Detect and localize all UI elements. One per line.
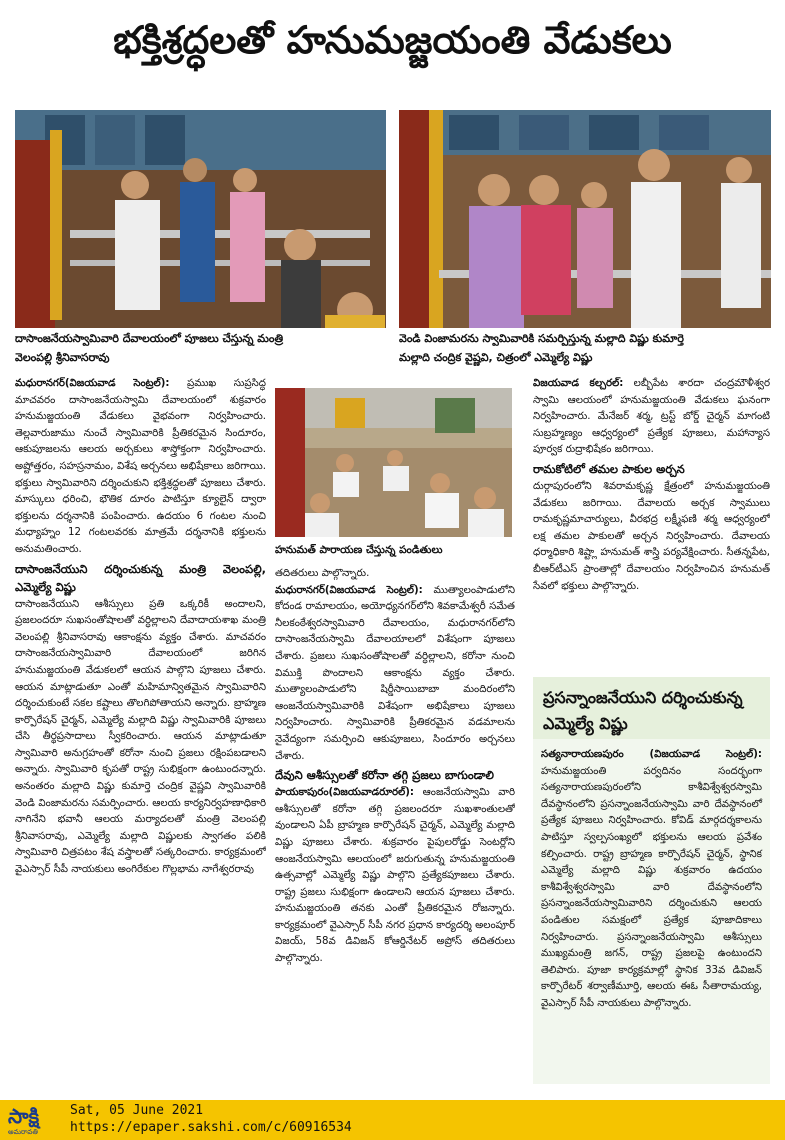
article-column-3 <box>533 376 770 671</box>
photo-1-caption-line: దాసాంజనేయస్వామివారి దేవాలయంలో పూజలు చేస్తున్న మంత్రి <box>15 332 284 345</box>
subheading: దేవుని ఆశీస్సులతో కరోనా తగ్గి ప్రజలు బాగుండాలి <box>275 768 494 783</box>
headline: భక్తిశ్రద్ధలతో హనుమజ్జయంతి వేడుకలు <box>113 18 672 62</box>
logo-subtext: అమరావతి <box>8 1128 38 1136</box>
paragraph-text: హనుమజ్జయంతి పర్వదినం సందర్భంగా సత్యనారాయణపురంలోని కాశీవిశ్వేశ్వరస్వామి దేవస్థానంలోని ప్రసన్నాంజనేయస్వామి వారి దేవస్థానంలో ప్రత్యేక పూజలు నిర్వహించారు. కోవిడ్‌ మార్గదర్శకాలను పాటిస్తూ స్వల్పసంఖ్యలో భక్తులను ఆలయ ప్రవేశం కల్పించారు. రాష్ట్ర బ్రాహ్మణ కార్పొరేషన్‌ చైర్మన్‌, స్థానిక ఎమ్మెల్యే మల్లాది విష్ణు శుక్రవారం ఉదయం కాశీవిశ్వేశ్వరస్వామి వారి దేవస్థానంలోని ప్రసన్నాంజనేయస్వామివారిని దర్శించుకుని ఆలయ పండితుల సమక్షంలో ప్రత్యేక పూజాదికాలు నిర్వహించారు. ప్రసన్నాంజనేయస్వామి ఆశీస్సులు ముఖ్యమంత్రి జగన్‌, రాష్ట్ర ప్రజలపై ఉంటుందని తెలిపారు. పూజా కార్యక్రమాల్లో స్థానిక 33వ డివిజన్‌ కార్పొరేటర్‌ శర్వాణీమూర్తి, ఆలయ ఈఓ సీతారామయ్య, వైఎస్సార్‌ సీపీ నాయకులు పాల్గొన్నారు. <box>541 765 762 1009</box>
logo-text: సాక్షి <box>8 1104 40 1128</box>
article-column-2 <box>275 566 515 1091</box>
paragraph-text: ప్రముఖ సుప్రసిద్ధ మాచవరం దాసాంజనేయస్వామి దేవాలయంలో శుక్రవారం హనుమజ్జయంతి వేడుకలు వైభవంగా నిర్వహించారు. తెల్లవారుజాము నుంచే స్వామివారికి ప్రీతికరమైన సిందూరం, ఆకుపూజలను ఆలయ అర్చకులు శాస్త్రోక్తంగా నిర్వహించారు. అష్టోత్తరం, సహస్రనామం, విశేష అర్చనలు అభిషేకాలు జరిగాయి. భక్తులు స్వామివారిని దర్శించుకుని భక్తిశ్రద్ధలతో పూజలు చేశారు. మాస్కులు ధరించి, భౌతిక దూరం పాటిస్తూ క్యూలైన్‌ ద్వారా భక్తులను దర్శనానికి పంపించారు. ఉదయం 6 గంటల నుంచి మధ్యాహ్నం 12 గంటలవరకు మాత్రమే దర్శనానికి భక్తులను అనుమతించారు. <box>15 378 266 555</box>
article-paragraph <box>533 376 770 459</box>
paragraph-text: ఆంజనేయస్వామి వారి ఆశీస్సులతో కరోనా తగ్గి ప్రజలందరూ సుఖశాంతులతో వుండాలని ఏపీ బ్రాహ్మణ కార్పొరేషన్‌ చైర్మన్‌, ఎమ్మెల్యే మల్లాది విష్ణు పూజలు చేశారు. శుక్రవారం పైపులరోడ్డు సెంటర్లోని ఆంజనేయస్వామి ఆలయంలో జరుగుతున్న హనుమజ్జయంతి ఉత్సవాల్లో ఎమ్మెల్యే విష్ణు పాల్గొని ప్రత్యేకపూజలు చేశారు. రాష్ట్ర ప్రజలు సుభిక్షంగా ఉండాలని ఆయన పూజలు చేశారు. హనుమజ్జయంతి తనకు ఎంతో ప్రీతికరమైన రోజన్నారు. కార్యక్రమంలో వైఎస్సార్‌ సీపీ నగర ప్రధాన కార్యదర్శి అలంపూర్‌ విజయ్‌, 58వ డివిజన్‌ కోఆర్డినేటర్‌ అప్రోస్‌ తదితరులు పాల్గొన్నారు. <box>275 787 515 965</box>
photo-1-caption-line: వెలంపల్లి శ్రీనివాసరావు <box>15 351 110 364</box>
dateline: విజయవాడ కల్చరల్‌: <box>533 378 624 389</box>
edition-date: Sat, 05 June 2021 <box>70 1103 204 1118</box>
boxed-article-header <box>533 677 770 739</box>
paragraph-text: లబ్బీపేట శారదా చంద్రమౌళీశ్వర స్వామి ఆలయంలో హనుమజ్జయంతి వేడుకలు ఘనంగా నిర్వహించారు. మేనేజర్‌ శర్మ, ట్రస్ట్‌ బోర్డ్‌ చైర్మన్‌ మాగంటి సుబ్రహ్మణ్యం ఆధ్వర్యంలో ప్రత్యేక పూజలు, మహాన్యాస పూర్వక రుద్రాభిషేకం జరిగాయి. <box>533 378 770 456</box>
photo-3-caption-line: హనుమత్ పారాయణ చేస్తున్న పండితులు <box>275 544 443 556</box>
paragraph-text: ముత్యాలంపాడులోని కోదండ రామాలయం, అయోధ్యనగర్‌లోని శివకామేశ్వరీ సమేత నీలకంఠేశ్వరస్వామివారి దేవాలయం, మధురానగర్‌లోని దాసాంజనేయస్వామి దేవాలయాలలో విశేషంగా పూజలు చేశారు. ప్రజలు సుఖసంతోషాలతో వర్ధిల్లాలని, కరోనా నుంచి విముక్తి పొందాలని ఆకాంక్షను వ్యక్తం చేశారు. ముత్యాలంపాడులోని షిర్డీసాయిబాబా మందిరంలోని ఆంజనేయస్వామివారికి విశేషంగా అభిషేకాలు పూజలు నిర్వహించారు. స్వామివారికి ప్రీతికరమైన వడమాలను నైవేద్యంగా సమర్పించి ఆకుపూజలు, సిందూరం అర్చనలు చేశారు. <box>275 584 515 762</box>
photo-3-caption <box>275 541 512 560</box>
article-paragraph: దుర్గాపురంలోని శివరామకృష్ణ క్షేత్రంలో హనుమజ్జయంతి వేడుకలు జరిగాయి. దేవాలయ అర్చక స్వాములు రామకృష్ణమాచార్యులు, వీరభద్ర లక్ష్మీఫణి శర్మ ఆధ్వర్యంలో లక్ష తమల పాకులతో అర్చన నిర్వహించారు. దేవాలయ ధర్మాధికారి శిష్ట్లా హనుమత్‌ శాస్త్రి పర్యవేక్షించారు. సీతన్నపేట, బీఆర్‌టీఎస్‌ ప్రాంతాల్లో దేవాలయం నిర్వహించిన హనుమత్‌ సేవలో భక్తులు పాల్గొన్నారు. <box>533 480 770 592</box>
sakshi-logo <box>8 1104 64 1136</box>
subheading: దాసాంజనేయుని దర్శించుకున్న మంత్రి వెలంపల్లి, ఎమ్మెల్యే విష్ణు <box>15 561 266 594</box>
photo-minister-worship <box>15 110 386 328</box>
article-paragraph: తదితరులు పాల్గొన్నారు. <box>275 568 370 579</box>
dateline: పాయకాపురం(విజయవాడరూరల్‌): <box>275 787 414 799</box>
photo-2-caption <box>399 329 771 367</box>
article-column-1 <box>15 376 266 1091</box>
article-paragraph <box>275 785 515 968</box>
dateline: సత్యనారాయణపురం (విజయవాడ సెంట్రల్‌): <box>541 749 762 760</box>
boxed-article-body <box>533 739 770 1021</box>
epaper-link[interactable]: https://epaper.sakshi.com/c/60916534 <box>70 1120 352 1135</box>
boxed-article-title: ప్రసన్నాంజనేయుని దర్శించుకున్న ఎమ్మెల్యే విష్ణు <box>543 688 743 733</box>
dateline: మధురానగర్‌(విజయవాడ సెంట్రల్‌): <box>15 378 170 389</box>
boxed-article <box>533 739 770 1084</box>
photo-1-caption <box>15 329 386 367</box>
article-paragraph <box>15 376 266 559</box>
photo-silver-offering <box>399 110 771 328</box>
photo-2-caption-line: వెండి వింజామరను స్వామివారికి సమర్పిస్తున్న మల్లాది విష్ణు కుమార్తె <box>399 332 684 345</box>
photo-2-caption-line: మల్లాది చంద్రిక వైష్ణవి, చిత్రంలో ఎమ్మెల్యే విష్ణు <box>399 351 593 364</box>
epaper-footer <box>0 1100 785 1140</box>
subheading: రామకోటిలో తమల పాకుల అర్చన <box>533 461 685 476</box>
article-paragraph: దాసాంజనేయుని ఆశీస్సులు ప్రతి ఒక్కరికీ అందాలని, ప్రజలందరూ సుఖసంతోషాలతో వర్ధిల్లాలని దేవాదాయశాఖ మంత్రి వెలంపల్లి శ్రీనివాసరావు ఆకాంక్షను వ్యక్తం చేశారు. మాచవరం దాసాంజనేయస్వామివారి దేవాలయంలో జరిగిన హనుమజ్జయంతి వేడుకలలో ఆయన పాల్గొని పూజలు చేశారు. ఆయన మాట్లాడుతూ ఎంతో మహిమాన్వితమైన స్వామివారిని దర్శించుకుంటే సకల కష్టాలు తొలగిపోతాయని అన్నారు. బ్రాహ్మణ కార్పొరేషన్‌ చైర్మన్‌, ఎమ్మెల్యే మల్లాది విష్ణు స్వామివారికి పూజలు చేసి తీర్థప్రసాదాలు స్వీకరించారు. ఆయన మాట్లాడుతూ స్వామివారి అనుగ్రహంతో కరోనా నుంచి ప్రజలు రక్షింపబడాలని అన్నారు. స్వామివారి కృపతో రాష్ట్ర సుభిక్షంగా ఉంటుందన్నారు. అనంతరం మల్లాది విష్ణు కుమార్తె చంద్రిక వైష్ణవి స్వామివారికి వెండి వింజామరను సమర్పించారు. ఆలయ కార్యనిర్వహణాధికారి నాగినేని భవానీ ఆలయ మర్యాదలతో మంత్రి వెలంపల్లి శ్రీనివాసరావు, ఎమ్మెల్యే మల్లాది విష్ణులకు స్వాగతం పలికి స్వామివారి చిత్రపటం శేష వస్త్రాలతో సత్కరించారు. కార్యక్రమంలో వైఎస్సార్‌ సీపీ నాయకులు అంగిరేకుల గొల్లభామ నాగేశ్వరరావు <box>15 598 266 876</box>
photo-priests-parayana <box>275 388 512 537</box>
article-paragraph <box>275 583 515 766</box>
dateline: మధురానగర్‌(విజయవాడ సెంట్రల్‌): <box>275 584 423 596</box>
